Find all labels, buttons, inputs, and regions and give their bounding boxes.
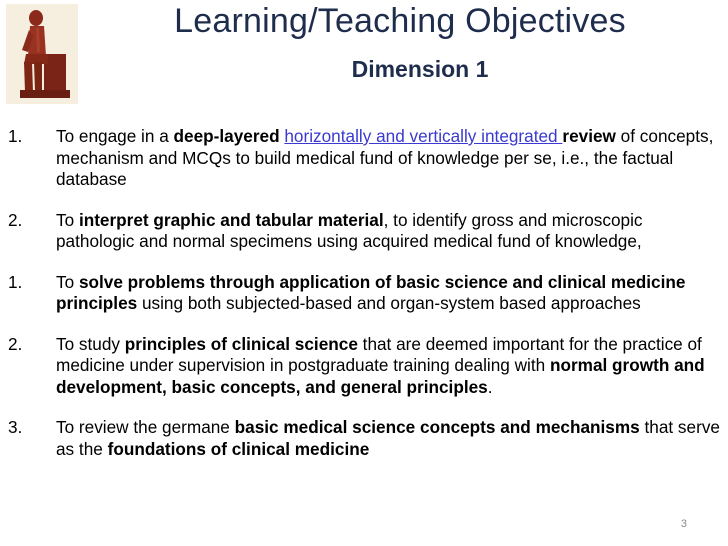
objective-link[interactable]: horizontally and vertically integrated xyxy=(284,126,563,146)
slide-subtitle: Dimension 1 xyxy=(351,56,489,82)
objective-item xyxy=(0,334,720,399)
objective-number: 3. xyxy=(8,417,23,437)
objective-text: using both subjected-based and organ-system based approaches xyxy=(137,293,641,313)
objective-emphasis: solve problems through application of basic science and clinical medicine principles xyxy=(56,271,686,313)
objective-text: To study xyxy=(56,333,125,354)
objective-emphasis: interpret graphic and tabular material xyxy=(78,209,384,230)
objective-text: . xyxy=(487,376,493,397)
objectives-list xyxy=(0,126,720,479)
objective-text: that serve as the xyxy=(56,417,720,459)
objective-text: To xyxy=(56,209,79,230)
objective-text: of concepts, mechanism and MCQs to build medical fund of knowledge per se, i.e., the factual database xyxy=(56,126,714,189)
objective-emphasis: review xyxy=(562,126,616,146)
slide-title: Learning/Teaching Objectives xyxy=(174,2,626,40)
objective-number: 2. xyxy=(8,333,23,354)
objective-text: , to identify gross and microscopic pathologic and normal specimens using acquired medical fund of knowledge, xyxy=(56,209,643,251)
objective-item xyxy=(0,210,720,253)
objective-emphasis: principles of clinical science xyxy=(124,333,358,354)
objective-text: To review the germane xyxy=(56,417,235,437)
objective-emphasis: normal growth and development, basic concepts, and general principles xyxy=(56,355,705,397)
objective-item xyxy=(0,126,720,191)
objective-number: 1. xyxy=(8,271,23,292)
objective-number: 2. xyxy=(8,209,23,230)
objective-item xyxy=(0,417,720,460)
objective-number: 1. xyxy=(8,126,23,146)
seated-statue-image xyxy=(6,4,78,104)
objective-text: To xyxy=(56,271,79,292)
objective-emphasis: deep-layered xyxy=(173,126,280,146)
objective-emphasis: foundations of clinical medicine xyxy=(107,438,370,459)
page-number: 3 xyxy=(680,518,687,530)
objective-text: that are deemed important for the practice of medicine under supervision in postgraduate training dealing with xyxy=(56,333,702,375)
objective-text: To engage in a xyxy=(56,126,174,146)
objective-item xyxy=(0,272,720,315)
objective-emphasis: basic medical science concepts and mechanisms xyxy=(234,417,640,437)
